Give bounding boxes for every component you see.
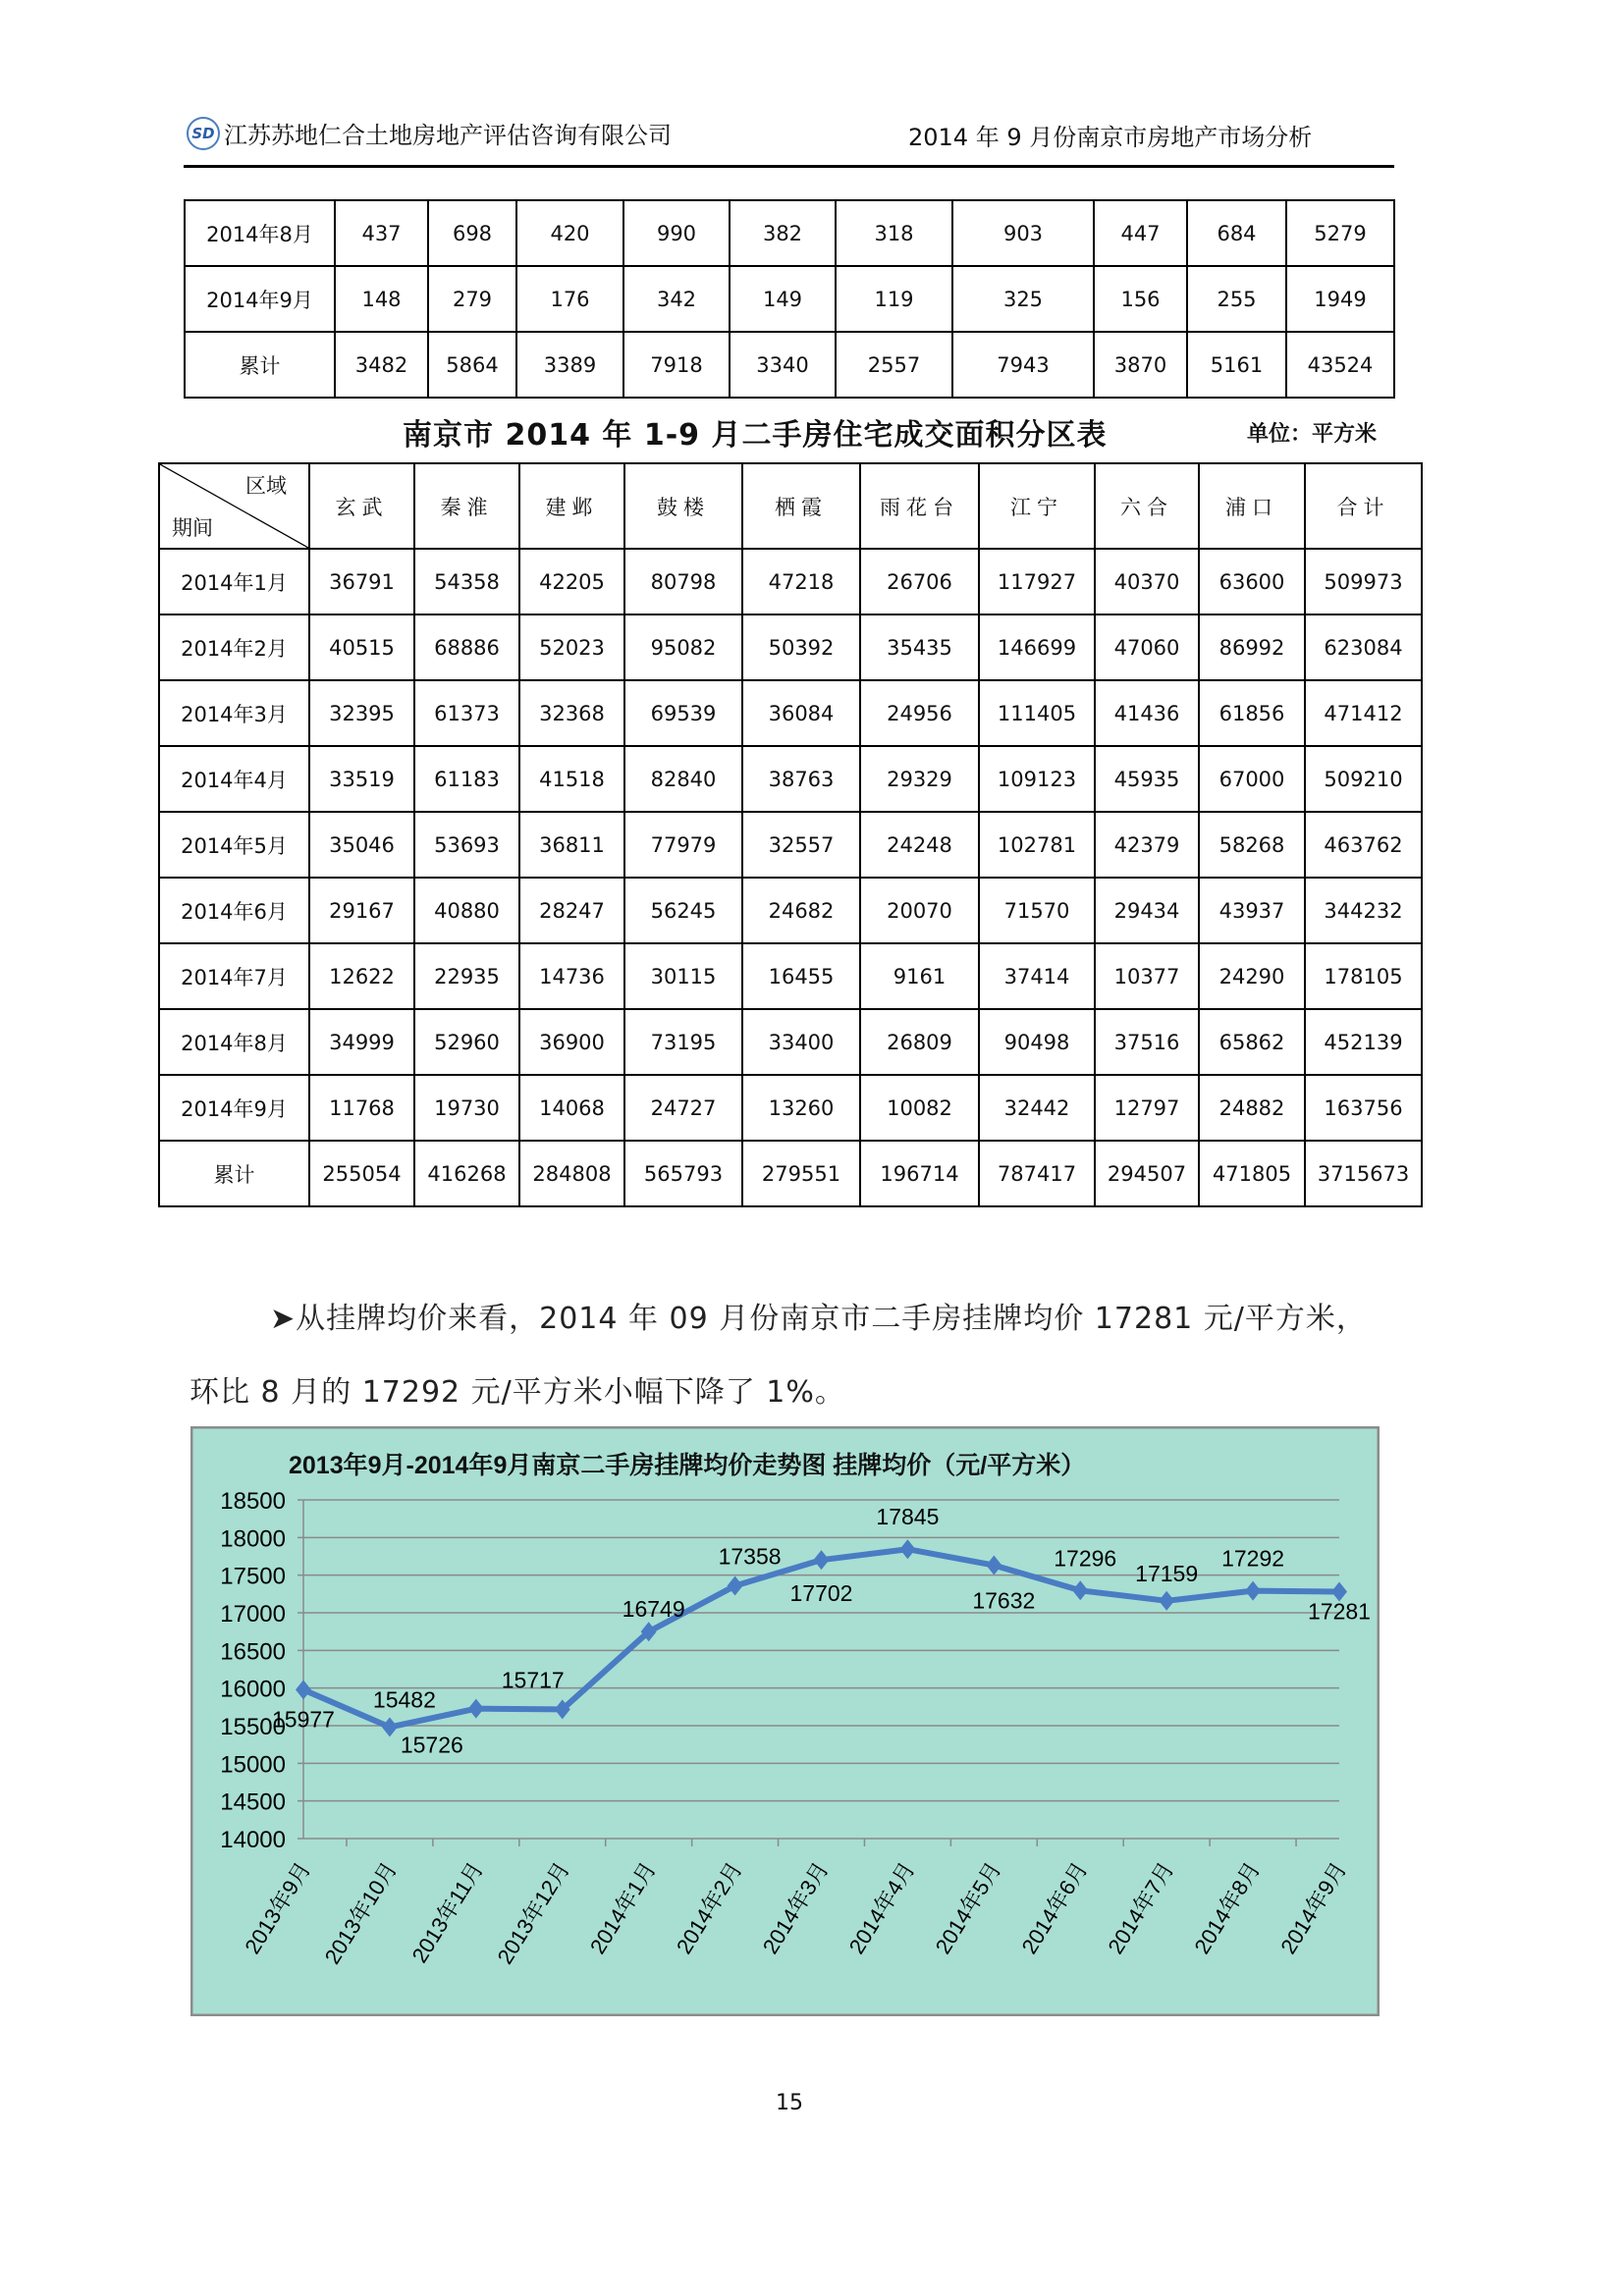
data-label: 17702 — [789, 1580, 853, 1607]
value-cell: 95082 — [624, 614, 742, 680]
period-cell: 2014年1月 — [159, 549, 309, 614]
period-cell: 累计 — [159, 1141, 309, 1206]
y-tick-label: 16000 — [220, 1676, 286, 1703]
value-cell: 420 — [516, 200, 623, 266]
value-cell: 452139 — [1305, 1009, 1422, 1075]
table-row — [159, 1141, 1422, 1206]
value-cell: 26706 — [860, 549, 979, 614]
x-tick-label: 2014年4月 — [843, 1857, 920, 1958]
y-tick-label: 17000 — [220, 1601, 286, 1628]
value-cell: 90498 — [979, 1009, 1095, 1075]
value-cell: 29167 — [309, 878, 414, 943]
value-cell: 41436 — [1095, 680, 1199, 746]
value-cell: 12622 — [309, 943, 414, 1009]
value-cell: 29434 — [1095, 878, 1199, 943]
value-cell: 471412 — [1305, 680, 1422, 746]
transaction-count-table-continued — [184, 199, 1395, 399]
value-cell: 40370 — [1095, 549, 1199, 614]
value-cell: 52960 — [414, 1009, 519, 1075]
x-tick-label: 2014年3月 — [757, 1857, 834, 1958]
value-cell: 32368 — [519, 680, 624, 746]
value-cell: 146699 — [979, 614, 1095, 680]
value-cell: 9161 — [860, 943, 979, 1009]
value-cell: 32395 — [309, 680, 414, 746]
value-cell: 28247 — [519, 878, 624, 943]
period-cell: 2014年5月 — [159, 812, 309, 878]
value-cell: 73195 — [624, 1009, 742, 1075]
value-cell: 67000 — [1199, 746, 1305, 812]
value-cell: 5864 — [428, 332, 516, 398]
value-cell: 47218 — [742, 549, 860, 614]
period-cell: 2014年7月 — [159, 943, 309, 1009]
data-label: 15726 — [400, 1732, 463, 1758]
value-cell: 111405 — [979, 680, 1095, 746]
value-cell: 35046 — [309, 812, 414, 878]
value-cell: 279551 — [742, 1141, 860, 1206]
value-cell: 63600 — [1199, 549, 1305, 614]
column-header: 雨花台 — [860, 463, 979, 549]
value-cell: 109123 — [979, 746, 1095, 812]
x-tick-label: 2014年6月 — [1016, 1857, 1093, 1958]
value-cell: 43524 — [1286, 332, 1394, 398]
value-cell: 5279 — [1286, 200, 1394, 266]
price-trend-chart — [190, 1426, 1380, 2016]
header-company — [187, 116, 672, 150]
value-cell: 26809 — [860, 1009, 979, 1075]
value-cell: 148 — [335, 266, 428, 332]
value-cell: 255 — [1187, 266, 1286, 332]
company-name: 江苏苏地仁合土地房地产评估咨询有限公司 — [224, 122, 672, 149]
value-cell: 1949 — [1286, 266, 1394, 332]
data-label: 17632 — [972, 1587, 1036, 1614]
value-cell: 24290 — [1199, 943, 1305, 1009]
page-number: 15 — [776, 2091, 803, 2115]
value-cell: 12797 — [1095, 1075, 1199, 1141]
column-header: 江宁 — [979, 463, 1095, 549]
value-cell: 178105 — [1305, 943, 1422, 1009]
value-cell: 344232 — [1305, 878, 1422, 943]
value-cell: 119 — [836, 266, 952, 332]
column-header: 鼓楼 — [624, 463, 742, 549]
value-cell: 16455 — [742, 943, 860, 1009]
value-cell: 565793 — [624, 1141, 742, 1206]
y-tick-label: 18500 — [220, 1488, 286, 1515]
value-cell: 36811 — [519, 812, 624, 878]
value-cell: 3870 — [1094, 332, 1187, 398]
value-cell: 50392 — [742, 614, 860, 680]
value-cell: 61856 — [1199, 680, 1305, 746]
value-cell: 903 — [952, 200, 1094, 266]
value-cell: 3482 — [335, 332, 428, 398]
value-cell: 71570 — [979, 878, 1095, 943]
value-cell: 447 — [1094, 200, 1187, 266]
value-cell: 54358 — [414, 549, 519, 614]
value-cell: 36791 — [309, 549, 414, 614]
value-cell: 24727 — [624, 1075, 742, 1141]
value-cell: 30115 — [624, 943, 742, 1009]
paragraph-line-2: 环比 8 月的 17292 元/平方米小幅下降了 1%。 — [189, 1375, 845, 1410]
value-cell: 318 — [836, 200, 952, 266]
x-tick-label: 2014年9月 — [1275, 1857, 1352, 1958]
corner-label-period: 期间 — [172, 516, 213, 540]
value-cell: 279 — [428, 266, 516, 332]
data-label: 17296 — [1054, 1545, 1117, 1572]
table-row — [185, 332, 1394, 398]
value-cell: 33519 — [309, 746, 414, 812]
data-label: 15717 — [501, 1667, 565, 1693]
value-cell: 102781 — [979, 812, 1095, 878]
value-cell: 684 — [1187, 200, 1286, 266]
table-row — [185, 266, 1394, 332]
value-cell: 32557 — [742, 812, 860, 878]
value-cell: 53693 — [414, 812, 519, 878]
value-cell: 11768 — [309, 1075, 414, 1141]
data-label: 17159 — [1135, 1560, 1199, 1586]
value-cell: 20070 — [860, 878, 979, 943]
table-row — [159, 614, 1422, 680]
data-label: 17292 — [1221, 1545, 1285, 1572]
table-row — [159, 1075, 1422, 1141]
table-row — [159, 680, 1422, 746]
period-cell: 2014年9月 — [185, 266, 335, 332]
value-cell: 86992 — [1199, 614, 1305, 680]
period-cell: 2014年2月 — [159, 614, 309, 680]
value-cell: 33400 — [742, 1009, 860, 1075]
column-header: 合计 — [1305, 463, 1422, 549]
value-cell: 3389 — [516, 332, 623, 398]
table-row — [159, 746, 1422, 812]
period-cell: 2014年4月 — [159, 746, 309, 812]
value-cell: 52023 — [519, 614, 624, 680]
value-cell: 56245 — [624, 878, 742, 943]
y-tick-label: 14500 — [220, 1789, 286, 1816]
area-by-district-table — [158, 462, 1423, 1207]
x-tick-label: 2013年12月 — [492, 1857, 574, 1969]
value-cell: 82840 — [624, 746, 742, 812]
value-cell: 7943 — [952, 332, 1094, 398]
report-title: 2014 年 9 月份南京市房地产市场分析 — [908, 124, 1313, 151]
value-cell: 41518 — [519, 746, 624, 812]
value-cell: 24682 — [742, 878, 860, 943]
value-cell: 68886 — [414, 614, 519, 680]
header-divider — [184, 165, 1394, 168]
value-cell: 156 — [1094, 266, 1187, 332]
period-cell: 2014年3月 — [159, 680, 309, 746]
value-cell: 32442 — [979, 1075, 1095, 1141]
company-logo-icon: SD — [187, 117, 220, 150]
data-label: 17281 — [1308, 1598, 1371, 1625]
value-cell: 37414 — [979, 943, 1095, 1009]
data-label: 17845 — [876, 1504, 940, 1530]
x-tick-label: 2014年8月 — [1189, 1857, 1266, 1958]
y-tick-label: 16500 — [220, 1638, 286, 1666]
value-cell: 42379 — [1095, 812, 1199, 878]
value-cell: 36900 — [519, 1009, 624, 1075]
y-tick-label: 14000 — [220, 1827, 286, 1853]
table-header-row — [159, 463, 1422, 549]
value-cell: 294507 — [1095, 1141, 1199, 1206]
value-cell: 990 — [623, 200, 730, 266]
value-cell: 38763 — [742, 746, 860, 812]
x-tick-label: 2013年10月 — [319, 1857, 403, 1969]
value-cell: 10082 — [860, 1075, 979, 1141]
paragraph-line-1: ➤从挂牌均价来看，2014 年 09 月份南京市二手房挂牌均价 17281 元/平方米， — [270, 1302, 1367, 1336]
value-cell: 176 — [516, 266, 623, 332]
value-cell: 24882 — [1199, 1075, 1305, 1141]
value-cell: 509973 — [1305, 549, 1422, 614]
value-cell: 2557 — [836, 332, 952, 398]
table-row — [159, 878, 1422, 943]
table-row — [159, 943, 1422, 1009]
value-cell: 61183 — [414, 746, 519, 812]
data-label: 16749 — [622, 1596, 685, 1623]
column-header: 秦淮 — [414, 463, 519, 549]
value-cell: 14068 — [519, 1075, 624, 1141]
y-tick-label: 17500 — [220, 1563, 286, 1590]
value-cell: 3715673 — [1305, 1141, 1422, 1206]
x-tick-label: 2014年5月 — [930, 1857, 1006, 1958]
column-header: 玄武 — [309, 463, 414, 549]
value-cell: 382 — [730, 200, 836, 266]
value-cell: 43937 — [1199, 878, 1305, 943]
table-row — [159, 812, 1422, 878]
value-cell: 45935 — [1095, 746, 1199, 812]
value-cell: 47060 — [1095, 614, 1199, 680]
value-cell: 437 — [335, 200, 428, 266]
value-cell: 255054 — [309, 1141, 414, 1206]
value-cell: 58268 — [1199, 812, 1305, 878]
period-cell: 2014年8月 — [185, 200, 335, 266]
value-cell: 35435 — [860, 614, 979, 680]
corner-label-region: 区域 — [245, 474, 287, 498]
value-cell: 80798 — [624, 549, 742, 614]
x-tick-label: 2014年2月 — [671, 1857, 747, 1958]
x-tick-label: 2013年9月 — [240, 1857, 316, 1958]
value-cell: 14736 — [519, 943, 624, 1009]
value-cell: 471805 — [1199, 1141, 1305, 1206]
value-cell: 163756 — [1305, 1075, 1422, 1141]
value-cell: 42205 — [519, 549, 624, 614]
period-cell: 2014年8月 — [159, 1009, 309, 1075]
value-cell: 5161 — [1187, 332, 1286, 398]
value-cell: 284808 — [519, 1141, 624, 1206]
value-cell: 22935 — [414, 943, 519, 1009]
table-row — [159, 549, 1422, 614]
value-cell: 10377 — [1095, 943, 1199, 1009]
x-tick-label: 2014年7月 — [1103, 1857, 1179, 1958]
value-cell: 3340 — [730, 332, 836, 398]
data-label: 15482 — [372, 1686, 436, 1713]
value-cell: 342 — [623, 266, 730, 332]
value-cell: 325 — [952, 266, 1094, 332]
y-tick-label: 15000 — [220, 1751, 286, 1779]
y-tick-label: 15500 — [220, 1714, 286, 1740]
value-cell: 29329 — [860, 746, 979, 812]
table-row — [185, 200, 1394, 266]
value-cell: 65862 — [1199, 1009, 1305, 1075]
column-header: 六合 — [1095, 463, 1199, 549]
period-cell: 2014年6月 — [159, 878, 309, 943]
value-cell: 40880 — [414, 878, 519, 943]
data-label: 15977 — [272, 1706, 335, 1733]
data-label: 17358 — [718, 1543, 782, 1570]
value-cell: 7918 — [623, 332, 730, 398]
value-cell: 34999 — [309, 1009, 414, 1075]
column-header: 建邺 — [519, 463, 624, 549]
value-cell: 36084 — [742, 680, 860, 746]
y-tick-label: 18000 — [220, 1525, 286, 1553]
value-cell: 117927 — [979, 549, 1095, 614]
value-cell: 463762 — [1305, 812, 1422, 878]
value-cell: 24248 — [860, 812, 979, 878]
value-cell: 77979 — [624, 812, 742, 878]
chart-title: 2013年9月-2014年9月南京二手房挂牌均价走势图 挂牌均价（元/平方米） — [289, 1452, 1086, 1479]
period-cell: 2014年9月 — [159, 1075, 309, 1141]
value-cell: 698 — [428, 200, 516, 266]
table-row — [159, 1009, 1422, 1075]
value-cell: 37516 — [1095, 1009, 1199, 1075]
value-cell: 416268 — [414, 1141, 519, 1206]
value-cell: 61373 — [414, 680, 519, 746]
value-cell: 787417 — [979, 1141, 1095, 1206]
period-cell: 累计 — [185, 332, 335, 398]
x-tick-label: 2013年11月 — [406, 1857, 489, 1967]
value-cell: 149 — [730, 266, 836, 332]
table-title: 南京市 2014 年 1-9 月二手房住宅成交面积分区表 — [403, 418, 1108, 453]
corner-header-cell — [159, 463, 309, 549]
value-cell: 69539 — [624, 680, 742, 746]
table-unit: 单位：平方米 — [1247, 422, 1378, 447]
value-cell: 196714 — [860, 1141, 979, 1206]
value-cell: 40515 — [309, 614, 414, 680]
column-header: 栖霞 — [742, 463, 860, 549]
value-cell: 623084 — [1305, 614, 1422, 680]
value-cell: 509210 — [1305, 746, 1422, 812]
value-cell: 24956 — [860, 680, 979, 746]
value-cell: 19730 — [414, 1075, 519, 1141]
x-tick-label: 2014年1月 — [584, 1857, 661, 1958]
value-cell: 13260 — [742, 1075, 860, 1141]
column-header: 浦口 — [1199, 463, 1305, 549]
